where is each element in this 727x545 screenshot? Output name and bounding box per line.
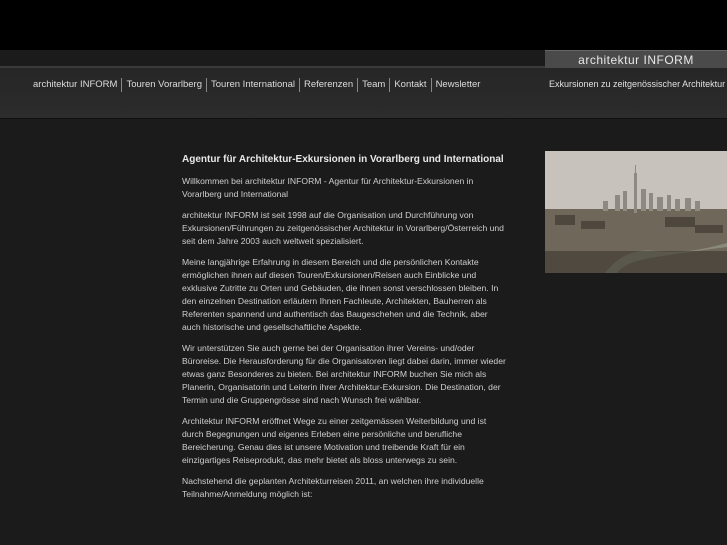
- paragraph-trips: Nachstehend die geplanten Architekturreisen 2011, an welchen ihre individuelle Teilnahme/Anmeldung möglich ist:: [182, 476, 484, 499]
- nav-item-kontakt[interactable]: Kontakt: [389, 78, 430, 92]
- main-content: [182, 152, 508, 509]
- nav-item-newsletter[interactable]: Newsletter: [431, 78, 485, 92]
- nav-item-touren-vorarlberg[interactable]: Touren Vorarlberg: [121, 78, 206, 92]
- nav-item-referenzen[interactable]: Referenzen: [299, 78, 357, 92]
- brand-tagline: Exkursionen zu zeitgenössischer Architektur: [549, 79, 726, 89]
- paragraph-support: Wir unterstützen Sie auch gerne bei der Organisation ihrer Vereins- und/oder Büroreise. Die Herausforderung für die Organisatoren liegt dabei darin, immer wieder etwas ganz Besonderes zu bieten. Bei architektur INFORM buchen Sie mich als Planerin, Organisatorin und Leiterin ihrer Architektur-Exkursion. Die Destination, der Termin und die Gruppengrösse sind nach Wunsch frei wählbar.: [182, 343, 506, 405]
- paragraph-education: Architektur INFORM eröffnet Wege zu einer zeitgemässen Weiterbildung und ist durch Begegnungen und eigenes Erleben eine persönliche und berufliche Bereicherung. Genau dies ist unsere Motivation und treibende Kraft für ein einzigartiges Reiseprodukt, das mehr bietet als bloss unterwegs zu sein.: [182, 416, 487, 465]
- navigation-band: [0, 68, 727, 119]
- skyline-image: [545, 151, 727, 273]
- city-skyline-photo: [545, 151, 727, 273]
- paragraph-intro: architektur INFORM ist seit 1998 auf die Organisation und Durchführung von Exkursionen/Führungen zu zeitgenössischer Architektur in Vorarlberg/Österreich und seit dem Jahre 2003 auch weltweit spezialisiert.: [182, 210, 504, 246]
- nav-item-touren-international[interactable]: Touren International: [206, 78, 299, 92]
- nav-item-team[interactable]: Team: [357, 78, 389, 92]
- main-navigation: [33, 78, 484, 92]
- top-black-bar: [0, 0, 727, 50]
- paragraph-welcome: Willkommen bei architektur INFORM - Agentur für Architektur-Exkursionen in Vorarlberg und International: [182, 176, 474, 199]
- brand-logo[interactable]: architektur INFORM: [545, 50, 727, 69]
- nav-item-architektur-inform[interactable]: architektur INFORM: [33, 79, 118, 90]
- page-title: Agentur für Architektur-Exkursionen in Vorarlberg und International: [182, 154, 504, 165]
- paragraph-experience: Meine langjährige Erfahrung in diesem Bereich und die persönlichen Kontakte ermöglichen ihnen auf diesen Touren/Exkursionen/Reisen auch Einblicke und exklusive Zutritte zu Orten und Gebäuden, die ihnen sonst verschlossen bleiben. In den einzelnen Destination erläutern Ihnen Fachleute, Architekten, Bauherren als Referenten spannend und authentisch das Baugeschehen und die Technik, aber auch historische und gesellschaftliche Aspekte.: [182, 257, 499, 332]
